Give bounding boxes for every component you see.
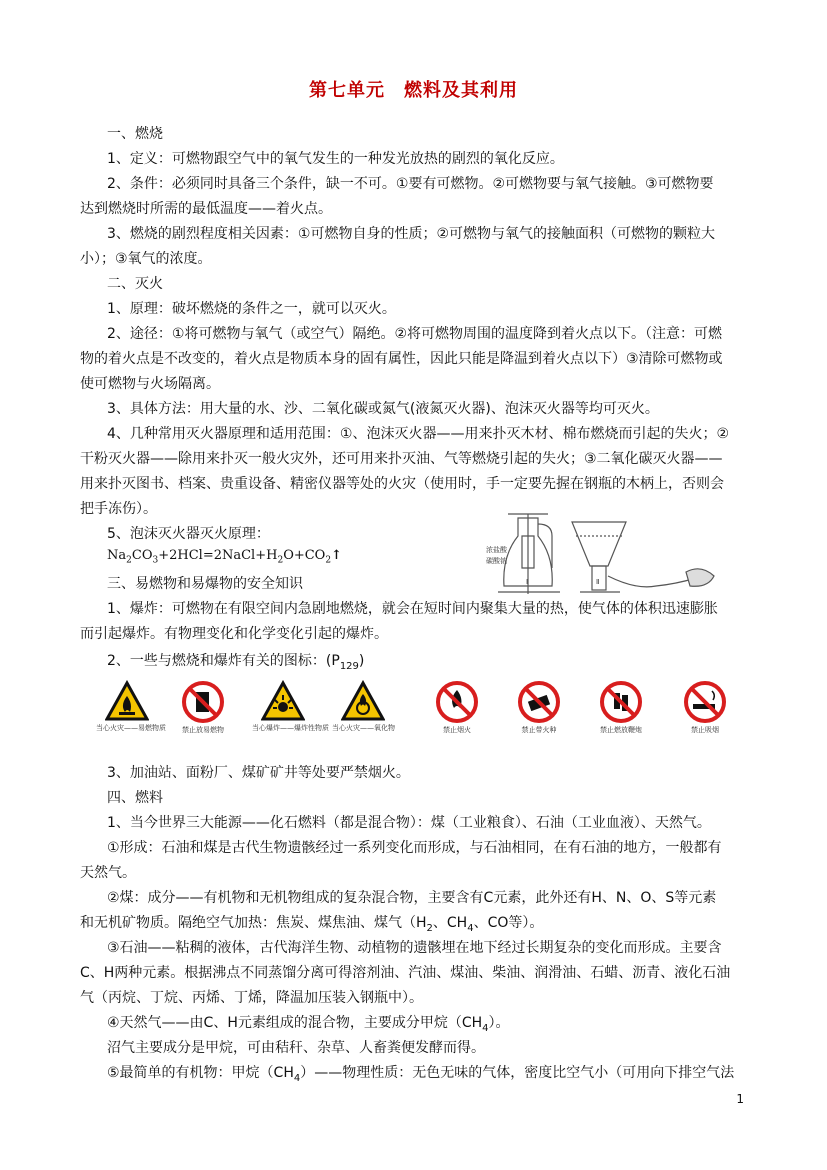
flame-warning-sign — [96, 680, 166, 752]
text-line: 3、加油站、面粉厂、煤矿矿井等处要严禁烟火。 — [107, 765, 410, 781]
text-line: 而引起爆炸。有物理变化和化学变化引起的爆炸。 — [80, 626, 388, 642]
explosion-warning-sign — [252, 680, 329, 752]
chemical-equation: $Na_2CO_3+2HCl=2NaCl+H_2O+CO_2↑$ — [107, 548, 342, 566]
no-fire-icon — [435, 680, 479, 724]
no-fire-sign — [426, 680, 488, 752]
section-heading-combustion: 一、燃烧 — [107, 126, 163, 142]
text-line: 4、几种常用灭火器原理和适用范围：①、泡沫灭火器——用来扑灭木材、棉布燃烧而引起的失火；② — [107, 426, 730, 442]
sign-caption: 禁止带火种 — [521, 726, 557, 734]
no-smoking-icon — [683, 680, 727, 724]
text-line: 2、一些与燃烧和爆炸有关的图标：$(P_{129})$ — [107, 653, 365, 672]
section-heading-extinguish: 二、灭火 — [107, 276, 163, 292]
text-line: 把手冻伤）。 — [80, 501, 157, 517]
section-heading-fuel: 四、燃料 — [107, 790, 163, 806]
text-line: 1、原理：破坏燃烧的条件之一，就可以灭火。 — [107, 301, 396, 317]
oxidizer-warning-sign — [332, 680, 394, 752]
no-matches-sign — [508, 680, 570, 752]
oxidizer-triangle-icon — [341, 680, 385, 722]
section-heading-safety: 三、易燃物和易爆物的安全知识 — [107, 576, 303, 592]
text-line: 和无机矿物质。隔绝空气加热：焦炭、煤焦油、煤气（$H_2$、$CH_4$、CO等）。 — [80, 915, 544, 934]
no-flammables-icon — [181, 680, 225, 724]
text-line: 2、条件：必须同时具备三个条件，缺一不可。①要有可燃物。②可燃物要与氧气接触。③可燃物要 — [107, 176, 714, 192]
text-line: 使可燃物与火场隔离。 — [80, 376, 220, 392]
acid-label: 浓盐酸 — [486, 546, 507, 554]
explosion-triangle-icon — [261, 680, 305, 722]
text-line: 3、具体方法：用大量的水、沙、二氧化碳或氮气(液氮灭火器)、泡沫灭火器等均可灭火。 — [107, 401, 659, 417]
text-line: ②煤：成分——有机物和无机物组成的复杂混合物，主要含有C元素，此外还有H、N、O、S等元素 — [107, 890, 717, 906]
text-line: 用来扑灭图书、档案、贵重设备、精密仪器等处的火灾（使用时，手一定要先握在钢瓶的木柄上，否则会 — [80, 476, 724, 492]
sign-caption: 禁止燃放鞭炮 — [600, 726, 642, 734]
sign-caption: 禁止放易燃物 — [182, 726, 224, 734]
text-line: ⑤最简单的有机物：甲烷$(CH_4)——$物理性质：无色无味的气体，密度比空气小（可用向下排空气法 — [107, 1065, 735, 1084]
flame-triangle-icon — [105, 680, 149, 722]
text-line: C、H两种元素。根据沸点不同蒸馏分离可得溶剂油、汽油、煤油、柴油、润滑油、石蜡、沥青、液化石油 — [80, 965, 731, 981]
no-flammables-sign — [172, 680, 234, 752]
sign-caption: 当心爆炸——爆炸性物质 — [252, 724, 329, 732]
text-line: 沼气主要成分是甲烷，可由秸秆、杂草、人畜粪便发酵而得。 — [107, 1040, 485, 1056]
sign-caption: 禁止吸烟 — [691, 726, 719, 734]
page-title: 第七单元 燃料及其利用 — [309, 80, 518, 101]
figure-label-2: Ⅱ — [596, 578, 600, 586]
no-smoking-sign — [674, 680, 736, 752]
safety-signs-row — [96, 680, 746, 752]
text-line: ①形成：石油和煤是古代生物遗骸经过一系列变化而形成，与石油相同，在有石油的地方，一般都有 — [107, 840, 722, 856]
text-line: 天然气。 — [80, 865, 136, 881]
text-line: 1、爆炸：可燃物在有限空间内急剧地燃烧，就会在短时间内聚集大量的热，使气体的体积迅速膨胀 — [107, 601, 718, 617]
text-line: 小）；③氧气的浓度。 — [80, 251, 212, 267]
text-line: 物的着火点是不改变的，着火点是物质本身的固有属性，因此只能是降温到着火点以下）③清除可燃物或 — [80, 351, 723, 367]
figure-label-1: Ⅰ — [526, 578, 529, 586]
text-line: 气（丙烷、丁烷、丙烯、丁烯，降温加压装入钢瓶中）。 — [80, 990, 423, 1006]
text-line: 5、泡沫灭火器灭火原理： — [107, 526, 270, 542]
text-line: 3、燃烧的剧烈程度相关因素：①可燃物自身的性质；②可燃物与氧气的接触面积（可燃物的颗粒大 — [107, 226, 716, 242]
text-line: 1、定义：可燃物跟空气中的氧气发生的一种发光放热的剧烈的氧化反应。 — [107, 151, 564, 167]
no-matches-icon — [517, 680, 561, 724]
text-line: ③石油——粘稠的液体，古代海洋生物、动植物的遗骸埋在地下经过长期复杂的变化而形成。主要含 — [107, 940, 722, 956]
text-line: 2、途径：①将可燃物与氧气（或空气）隔绝。②将可燃物周围的温度降到着火点以下。（注意：可燃 — [107, 326, 723, 342]
sign-caption: 禁止烟火 — [443, 726, 471, 734]
page-number: 1 — [736, 1092, 744, 1106]
text-line: ④天然气——由C、H元素组成的混合物，主要成分甲烷$(CH_4)$。 — [107, 1015, 510, 1034]
sign-caption: 当心火灾——易燃物质 — [96, 724, 166, 732]
text-line: 1、当今世界三大能源——化石燃料（都是混合物）：煤（工业粮食）、石油（工业血液）、天然气。 — [107, 815, 711, 831]
sign-caption: 当心火灾——氧化物 — [332, 724, 395, 732]
no-firecrackers-sign — [590, 680, 652, 752]
no-firecrackers-icon — [599, 680, 643, 724]
text-line: 达到燃烧时所需的最低温度——着火点。 — [80, 201, 332, 217]
soda-label: 碳酸钠 — [486, 557, 507, 565]
text-line: 干粉灭火器——除用来扑灭一般火灾外，还可用来扑灭油、气等燃烧引起的失火；③二氧化碳灭火器—— — [80, 451, 723, 467]
